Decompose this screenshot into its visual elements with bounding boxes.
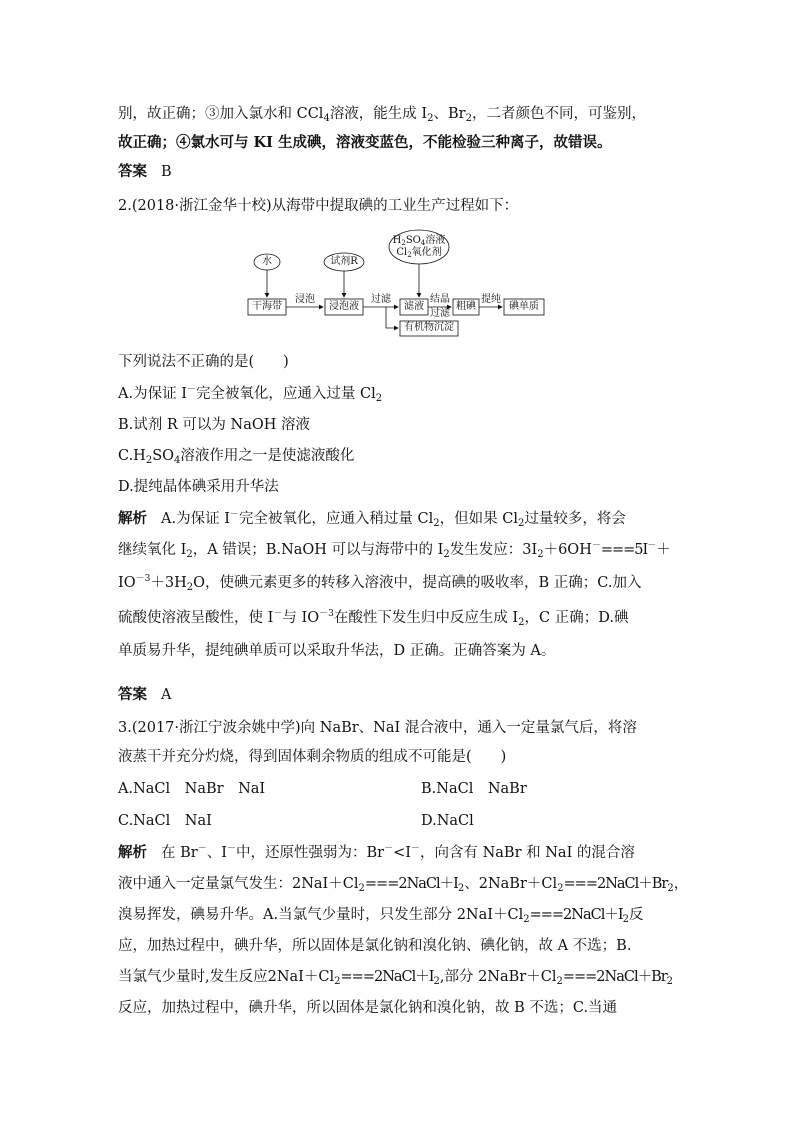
filtrate-label: 滤液 [404, 301, 424, 312]
question-stem: 液蒸干并充分灼烧，得到固体剩余物质的组成不可能是( ) [118, 749, 507, 765]
analysis-line: 当氯气少量时,发生反应$2NaI+Cl_2===2NaCl+I_2$,部分 $2NaBr+Cl_2===2NaCl+Br_2$ [118, 969, 674, 987]
analysis-line: 液中通入一定量氯气发生：$2NaI+Cl_2===2NaCl+I_2$、$2NaBr+Cl_2===2NaCl+Br_2$， [118, 876, 689, 894]
oxidant-label: $Cl_2$氧化剂 [396, 247, 442, 259]
option-row [118, 779, 678, 799]
question-stem: 2.(2018·浙江金华十校)从海带中提取碘的工业生产过程如下： [118, 198, 519, 214]
option-c: C.NaCl NaI [118, 813, 212, 829]
analysis-line: 溴易挥发，碘易升华。A.当氯气少量时，只发生部分 $2NaI+Cl_2===2NaCl+I_2$反 [118, 907, 644, 925]
kelp-label: 干海带 [252, 301, 282, 312]
reagent-label: 试剂R [330, 256, 358, 267]
water-label: 水 [262, 256, 272, 267]
precipitate-label: 有机物沉淀 [404, 322, 454, 333]
analysis-line: $IO^{-3}+3H_2O$，使碘元素更多的转移入溶液中，提高碘的吸收率，B 正确；C.加入 [118, 574, 642, 593]
option-b: B.NaCl NaBr [421, 781, 527, 797]
answer-line: 答案 B [118, 163, 172, 180]
soak-liquid-label: 浸泡液 [329, 301, 359, 312]
analysis-line: 反应，加热过程中，碘升华，所以固体是氯化钠和溴化钠，故 B 不选；C.当通 [118, 1000, 618, 1016]
option-a: A.为保证 I－完全被氧化，应通入过量 $Cl_2$ [118, 385, 383, 404]
text-line: 故正确；④氯水可与 KI 生成碘，溶液变蓝色，不能检验三种离子，故错误。 [118, 134, 612, 151]
analysis-line: 解析 A.为保证 I－完全被氧化，应通入稍过量 $Cl_2$，但如果 $Cl_2$过量较多，将会 [118, 510, 626, 529]
analysis-line: 单质易升华，提纯碘单质可以采取升华法，D 正确。正确答案为 A。 [118, 643, 556, 659]
filter-label: 过滤 [371, 294, 391, 305]
soak-label: 浸泡 [295, 294, 315, 305]
option-row [118, 811, 678, 831]
text-line: 别，故正确；③加入氯水和 CCl$_4$溶液，能生成 $I_2$、$Br_2$，二者颜色不同，可鉴别， [118, 106, 646, 124]
crude-label: 粗碘 [456, 301, 476, 312]
answer-line: 答案 A [118, 686, 172, 703]
analysis-line: 解析 在 Br－、I－中，还原性强弱为：Br－<I－，向含有 NaBr 和 NaI 的混合溶 [118, 844, 635, 861]
analysis-line: 硫酸使溶液呈酸性，使 I－与 $IO^{-3}$在酸性下发生归中反应生成 $I_2$，C 正确；D.碘 [118, 609, 629, 628]
analysis-line: 应，加热过程中，碘升华，所以固体是氯化钠和溴化钠、碘化钠，故 A 不选；B. [118, 938, 632, 954]
filter2-label: 过滤 [430, 308, 450, 319]
question-prompt: 下列说法不正确的是( ) [118, 354, 289, 370]
option-c: $C.H_2SO_4$溶液作用之一是使滤液酸化 [118, 448, 355, 466]
iodine-label: 碘单质 [509, 301, 539, 312]
option-d: D.提纯晶体碘采用升华法 [118, 479, 279, 495]
option-a: A.NaCl NaBr NaI [118, 781, 266, 797]
iodine-extraction-flowchart [242, 225, 552, 340]
option-d: D.NaCl [421, 813, 474, 829]
acid-label: $H_2SO_4$溶液 [392, 235, 446, 247]
crystal-label: 结晶 [430, 294, 450, 305]
analysis-line: 继续氧化 $I_2$，A 错误；B.NaOH 可以与海带中的 $I_2$发生发应：$3I_2+6OH^-===5I^-+$ [118, 541, 671, 560]
purify-label: 提纯 [481, 294, 501, 305]
option-b: B.试剂 R 可以为 NaOH 溶液 [118, 417, 310, 433]
question-stem: 3.(2017·浙江宁波余姚中学)向 NaBr、NaI 混合液中，通入一定量氯气后，将溶 [118, 720, 637, 736]
